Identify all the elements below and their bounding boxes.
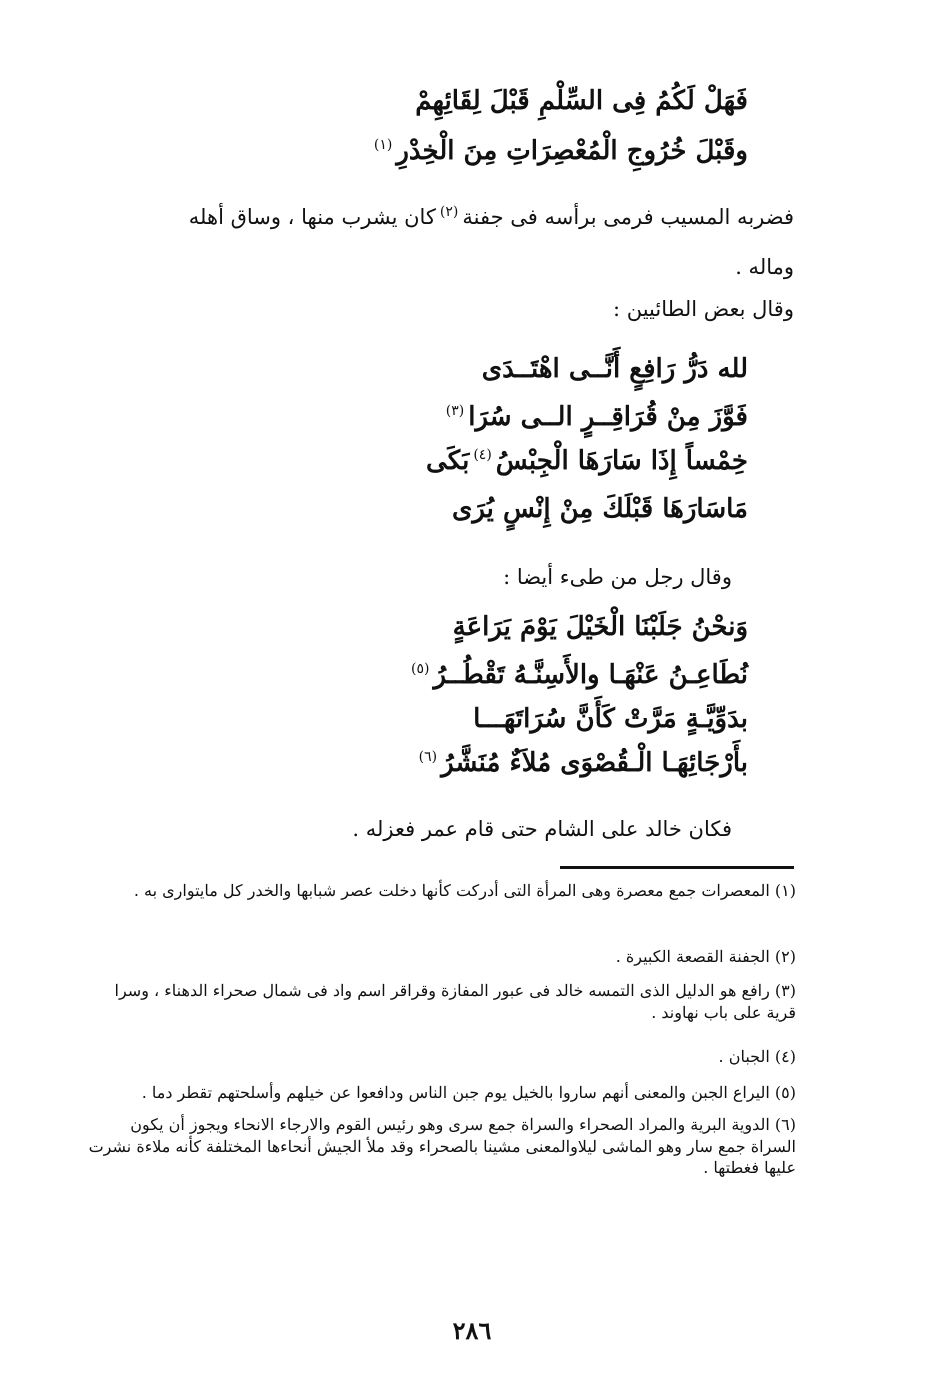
paragraph-text: فضربه المسيب فرمى برأسه فى جفنة	[462, 205, 794, 229]
footnote-marker-3: (٣)	[445, 403, 465, 420]
paragraph-text: كان يشرب منها ، وساق أهله	[188, 205, 436, 229]
footnote-marker-4: (٤)	[473, 447, 492, 464]
poem1-line2	[370, 136, 748, 167]
poem3-line1: وَنحْنُ جَلَبْنَا الْخَيْلَ يَوْمَ يَرَاعَةٍ	[452, 612, 748, 642]
footnote-marker-5: (٥)	[410, 661, 430, 678]
poem2-line3	[426, 446, 748, 477]
intro-line-2: وقال بعض الطائيين :	[612, 297, 794, 321]
poem1-line1: فَهَلْ لَكُمُ فِى السِّلْمِ قَبْلَ لِقَائِهِمْ	[415, 86, 748, 116]
poem3-line4	[415, 748, 748, 779]
paragraph-1-line1	[189, 204, 794, 230]
footnote-4: (٤) الجبان .	[718, 1047, 796, 1066]
footnote-1: (١) المعصرات جمع معصرة وهى المرأة التى أدركت كأنها دخلت عصر شبابها والخدر كل مايتوارى به .	[133, 881, 796, 900]
page-number: ٢٨٦	[452, 1316, 492, 1345]
footnote-marker-1: (١)	[373, 137, 393, 154]
footnote-separator	[560, 866, 794, 869]
verse-text: خِمْساً إِذَا سَارَهَا الْجِبْسُ	[495, 446, 748, 476]
footnote-marker-2: (٢)	[439, 204, 459, 220]
verse-text: نُطَاعِـنُ عَنْهَـا والأَسِنَّـهُ تَقْطُــرُ	[433, 660, 748, 690]
footnote-marker-6: (٦)	[418, 749, 438, 766]
paragraph-1-line2: وماله .	[735, 255, 794, 279]
footnote-6: (٦) الدوية البرية والمراد الصحراء والسراة جمع سرى وهو رئيس القوم والارجاء الانحاء ويجوز أن يكون السراة جمع سار وهو الماشى ليلاوالمعنى مشينا بالصحراء وقد ملأ الجيش أنحاءها المختلفة كأنه ملاءة نشرت عليها فغطتها .	[88, 1115, 796, 1178]
poem3-line3: بدَوِّيَّـةٍ مَرَّتْ كَأَنَّ سُرَاتَهَـــا	[473, 704, 748, 734]
intro-line-3: وقال رجل من طىء أيضا :	[503, 565, 732, 589]
verse-text: بَكَى	[426, 446, 470, 476]
footnote-5: (٥) اليراع الجبن والمعنى أنهم ساروا بالخيل يوم جبن الناس ودافعوا عن خيلهم وأسلحتهم تقطر دما .	[141, 1083, 796, 1102]
verse-text: وقَبْلَ خُرُوجِ الْمُعْصِرَاتِ مِنَ الْخِدْرِ	[396, 136, 748, 166]
footnote-2: (٢) الجفنة القصعة الكبيرة .	[615, 947, 796, 966]
poem2-line4: مَاسَارَهَا قَبْلَكَ مِنْ إِنْسٍ يُرَى	[451, 494, 748, 524]
poem2-line1: لله دَرُّ رَافِعٍ أَنَّــى اهْتَــدَى	[481, 354, 748, 384]
poem2-line2	[442, 402, 748, 433]
footnote-3: (٣) رافع هو الدليل الذى التمسه خالد فى عبور المفازة وقراقر اسم واد فى شمال صحراء الدهناء ، وسرا قرية على باب نهاوند .	[114, 981, 796, 1022]
verse-text: بأَرْجَائِهَـا الْـقُصْوَى مُلاَءٌ مُنَشَّرُ	[441, 748, 748, 778]
closing-line: فكان خالد على الشام حتى قام عمر فعزله .	[352, 817, 732, 841]
poem3-line2	[407, 660, 748, 691]
verse-text: فَوَّزَ مِنْ قُرَاقِــرٍ الــى سُرَا	[468, 402, 748, 432]
